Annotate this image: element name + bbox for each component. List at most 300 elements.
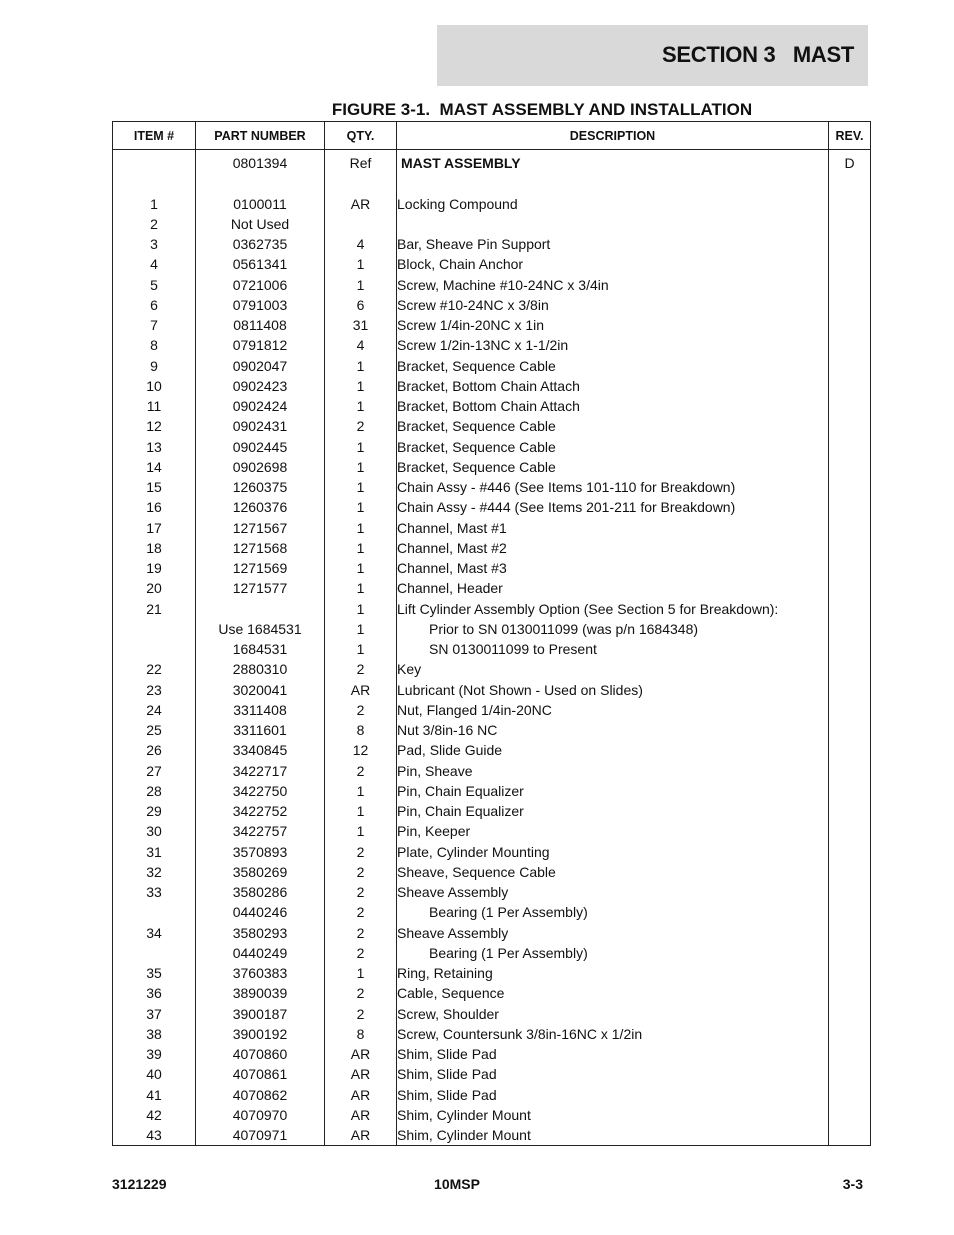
cell-qty: 1 [325,497,397,517]
cell-part-number: 3900187 [196,1004,325,1024]
cell-description: Screw 1/2in-13NC x 1-1/2in [397,335,829,355]
cell-rev [829,234,871,254]
table-row [113,194,871,214]
cell-rev [829,720,871,740]
cell-part-number: 0902423 [196,376,325,396]
cell-part-number: 3340845 [196,740,325,760]
cell-item: 30 [113,821,196,841]
cell-part-number: 3422752 [196,801,325,821]
cell-part-number: 0440249 [196,943,325,963]
cell-rev [829,1064,871,1084]
cell-description: Lubricant (Not Shown - Used on Slides) [397,680,829,700]
cell-part-number: 4070971 [196,1125,325,1146]
table-row [113,1044,871,1064]
cell-description: Sheave Assembly [397,923,829,943]
cell-qty: 1 [325,518,397,538]
cell-item [113,619,196,639]
cell-description: Shim, Slide Pad [397,1064,829,1084]
cell-qty: AR [325,1064,397,1084]
table-row [113,254,871,274]
table-row [113,619,871,639]
cell-part-number: 4070970 [196,1105,325,1125]
cell-part-number: 3020041 [196,680,325,700]
cell-part-number [196,173,325,193]
table-row [113,457,871,477]
cell-part-number: 3422757 [196,821,325,841]
cell-item: 38 [113,1024,196,1044]
section-title: SECTION 3 MAST [662,42,854,67]
cell-item: 32 [113,862,196,882]
table-row [113,416,871,436]
cell-part-number: 0902047 [196,356,325,376]
cell-rev [829,619,871,639]
cell-item [113,639,196,659]
footer-model-text: 10MSP [434,1176,480,1192]
cell-rev [829,842,871,862]
cell-part-number: 0791003 [196,295,325,315]
cell-rev [829,558,871,578]
cell-part-number: 3580269 [196,862,325,882]
cell-part-number: 1684531 [196,639,325,659]
cell-part-number: 1260376 [196,497,325,517]
table-row [113,882,871,902]
cell-item: 33 [113,882,196,902]
cell-rev [829,1105,871,1125]
cell-qty: 1 [325,356,397,376]
cell-rev [829,254,871,274]
cell-description: Prior to SN 0130011099 (was p/n 1684348) [397,619,829,639]
cell-qty: 2 [325,882,397,902]
cell-qty: 8 [325,1024,397,1044]
cell-item: 2 [113,214,196,234]
footer-model [0,1176,954,1192]
cell-qty: 1 [325,558,397,578]
cell-description: SN 0130011099 to Present [397,639,829,659]
cell-part-number: 3900192 [196,1024,325,1044]
cell-item: 29 [113,801,196,821]
cell-part-number: 1271568 [196,538,325,558]
column-header-part-number: PART NUMBER [196,122,325,150]
table-row [113,214,871,234]
cell-description: Pin, Chain Equalizer [397,781,829,801]
cell-item: 17 [113,518,196,538]
table-row [113,538,871,558]
cell-rev [829,1125,871,1146]
cell-rev [829,599,871,619]
cell-qty: 6 [325,295,397,315]
cell-part-number: 0801394 [196,150,325,174]
cell-rev [829,700,871,720]
cell-description [397,173,829,193]
cell-part-number: 3422750 [196,781,325,801]
cell-qty: 1 [325,781,397,801]
cell-qty: 2 [325,862,397,882]
table-row [113,983,871,1003]
cell-part-number: Use 1684531 [196,619,325,639]
cell-description: Shim, Slide Pad [397,1085,829,1105]
cell-qty: 2 [325,761,397,781]
table-row [113,356,871,376]
cell-description: Bracket, Sequence Cable [397,437,829,457]
cell-part-number: 3580293 [196,923,325,943]
cell-description: Bracket, Sequence Cable [397,457,829,477]
cell-qty: AR [325,1105,397,1125]
table-row [113,740,871,760]
cell-rev [829,396,871,416]
cell-qty: AR [325,680,397,700]
cell-description: Sheave, Sequence Cable [397,862,829,882]
table-row [113,1024,871,1044]
cell-item: 16 [113,497,196,517]
cell-description: Screw, Shoulder [397,1004,829,1024]
cell-part-number: 0362735 [196,234,325,254]
cell-description: Bracket, Bottom Chain Attach [397,396,829,416]
cell-description: Bearing (1 Per Assembly) [397,902,829,922]
footer-page-number: 3-3 [842,1176,863,1192]
cell-rev [829,173,871,193]
cell-item: 19 [113,558,196,578]
cell-qty: 31 [325,315,397,335]
cell-qty: 4 [325,335,397,355]
cell-part-number: 3580286 [196,882,325,902]
table-row [113,1125,871,1146]
cell-description: Bracket, Sequence Cable [397,416,829,436]
cell-qty: 1 [325,619,397,639]
cell-qty: 1 [325,639,397,659]
cell-description: Screw 1/4in-20NC x 1in [397,315,829,335]
cell-rev [829,497,871,517]
table-row [113,1085,871,1105]
cell-rev [829,437,871,457]
cell-rev [829,356,871,376]
table-row [113,963,871,983]
cell-qty: 12 [325,740,397,760]
cell-rev: D [829,150,871,174]
section-banner [437,25,868,86]
cell-part-number: 3890039 [196,983,325,1003]
cell-item: 7 [113,315,196,335]
cell-description: Pin, Chain Equalizer [397,801,829,821]
cell-qty: 8 [325,720,397,740]
cell-description: Screw, Countersunk 3/8in-16NC x 1/2in [397,1024,829,1044]
cell-rev [829,477,871,497]
cell-qty [325,214,397,234]
table-row [113,700,871,720]
cell-description: Shim, Slide Pad [397,1044,829,1064]
figure-title [0,100,954,120]
cell-item: 4 [113,254,196,274]
cell-part-number: 0721006 [196,275,325,295]
cell-item: 3 [113,234,196,254]
table-row [113,781,871,801]
column-header-item: ITEM # [113,122,196,150]
cell-item: 43 [113,1125,196,1146]
cell-part-number: Not Used [196,214,325,234]
cell-item: 27 [113,761,196,781]
cell-part-number: 0902445 [196,437,325,457]
cell-rev [829,862,871,882]
cell-rev [829,1085,871,1105]
cell-description: Shim, Cylinder Mount [397,1125,829,1146]
cell-part-number: 1260375 [196,477,325,497]
cell-item [113,150,196,174]
cell-part-number: 1271567 [196,518,325,538]
cell-item: 35 [113,963,196,983]
cell-rev [829,214,871,234]
cell-item: 22 [113,659,196,679]
cell-part-number: 3422717 [196,761,325,781]
cell-qty: 1 [325,963,397,983]
cell-qty: 1 [325,599,397,619]
cell-qty: 2 [325,842,397,862]
cell-description: Block, Chain Anchor [397,254,829,274]
cell-description: Chain Assy - #446 (See Items 101-110 for Breakdown) [397,477,829,497]
cell-description: Cable, Sequence [397,983,829,1003]
parts-table [112,121,871,1146]
cell-item: 10 [113,376,196,396]
cell-qty: 2 [325,902,397,922]
cell-item: 14 [113,457,196,477]
cell-qty: 1 [325,801,397,821]
cell-part-number: 0811408 [196,315,325,335]
cell-part-number: 0561341 [196,254,325,274]
cell-description: Lift Cylinder Assembly Option (See Section 5 for Breakdown): [397,599,829,619]
cell-qty: 4 [325,234,397,254]
table-row [113,659,871,679]
cell-part-number: 2880310 [196,659,325,679]
cell-rev [829,943,871,963]
cell-item: 5 [113,275,196,295]
cell-item: 42 [113,1105,196,1125]
cell-item: 39 [113,1044,196,1064]
cell-description: Bearing (1 Per Assembly) [397,943,829,963]
cell-qty: 1 [325,538,397,558]
column-header-description: DESCRIPTION [397,122,829,150]
table-row [113,275,871,295]
cell-qty: 2 [325,416,397,436]
cell-description: Channel, Header [397,578,829,598]
cell-qty [325,173,397,193]
table-row [113,821,871,841]
cell-item: 12 [113,416,196,436]
cell-description: Nut, Flanged 1/4in-20NC [397,700,829,720]
cell-description: Sheave Assembly [397,882,829,902]
cell-item: 21 [113,599,196,619]
table-row [113,720,871,740]
footer-document-number: 3121229 [112,1176,167,1192]
cell-rev [829,923,871,943]
figure-title-text: FIGURE 3-1. MAST ASSEMBLY AND INSTALLATION [331,100,753,119]
cell-item: 9 [113,356,196,376]
cell-description: Screw, Machine #10-24NC x 3/4in [397,275,829,295]
cell-qty: 1 [325,437,397,457]
table-row [113,639,871,659]
table-header-row [113,122,871,150]
cell-part-number: 3760383 [196,963,325,983]
table-row [113,234,871,254]
cell-part-number: 0902431 [196,416,325,436]
cell-part-number: 4070860 [196,1044,325,1064]
cell-qty: 1 [325,578,397,598]
cell-item: 26 [113,740,196,760]
table-row [113,518,871,538]
table-row [113,943,871,963]
table-row [113,173,871,193]
cell-part-number: 1271569 [196,558,325,578]
table-row [113,599,871,619]
cell-rev [829,457,871,477]
table-row [113,558,871,578]
cell-rev [829,1004,871,1024]
cell-qty: 2 [325,659,397,679]
cell-rev [829,781,871,801]
cell-item: 18 [113,538,196,558]
cell-qty: 1 [325,396,397,416]
table-row [113,842,871,862]
cell-part-number: 0902424 [196,396,325,416]
cell-qty: 1 [325,275,397,295]
cell-item [113,173,196,193]
cell-part-number: 4070861 [196,1064,325,1084]
cell-rev [829,983,871,1003]
cell-item: 6 [113,295,196,315]
cell-qty: 1 [325,457,397,477]
cell-part-number: 3311408 [196,700,325,720]
cell-description: Key [397,659,829,679]
cell-item: 24 [113,700,196,720]
cell-item: 13 [113,437,196,457]
cell-item: 23 [113,680,196,700]
cell-item: 8 [113,335,196,355]
cell-qty: 2 [325,700,397,720]
cell-description: Channel, Mast #1 [397,518,829,538]
cell-part-number [196,599,325,619]
table-row [113,376,871,396]
cell-rev [829,275,871,295]
cell-rev [829,1024,871,1044]
table-row [113,497,871,517]
cell-description: Ring, Retaining [397,963,829,983]
cell-qty: Ref [325,150,397,174]
cell-description: Chain Assy - #444 (See Items 201-211 for Breakdown) [397,497,829,517]
cell-description: Bracket, Bottom Chain Attach [397,376,829,396]
cell-qty: 1 [325,376,397,396]
cell-item [113,943,196,963]
cell-item: 36 [113,983,196,1003]
column-header-qty: QTY. [325,122,397,150]
table-row [113,862,871,882]
cell-item: 34 [113,923,196,943]
cell-rev [829,761,871,781]
cell-description: Locking Compound [397,194,829,214]
cell-description: Bar, Sheave Pin Support [397,234,829,254]
cell-qty: 1 [325,254,397,274]
cell-description: Nut 3/8in-16 NC [397,720,829,740]
cell-qty: 2 [325,983,397,1003]
table-row [113,761,871,781]
cell-description: Shim, Cylinder Mount [397,1105,829,1125]
cell-qty: 2 [325,943,397,963]
cell-description: Pin, Keeper [397,821,829,841]
cell-part-number: 0440246 [196,902,325,922]
cell-item: 37 [113,1004,196,1024]
cell-qty: AR [325,194,397,214]
cell-rev [829,1044,871,1064]
cell-item: 41 [113,1085,196,1105]
cell-rev [829,639,871,659]
cell-rev [829,578,871,598]
cell-description: Pin, Sheave [397,761,829,781]
cell-rev [829,416,871,436]
cell-rev [829,801,871,821]
cell-description: Pad, Slide Guide [397,740,829,760]
cell-item: 15 [113,477,196,497]
cell-rev [829,335,871,355]
cell-qty: 2 [325,923,397,943]
cell-description: Channel, Mast #2 [397,538,829,558]
cell-item: 31 [113,842,196,862]
table-row [113,150,871,174]
cell-description: MAST ASSEMBLY [397,150,829,174]
cell-rev [829,376,871,396]
table-row [113,1064,871,1084]
cell-item: 11 [113,396,196,416]
cell-item: 25 [113,720,196,740]
table-row [113,902,871,922]
cell-part-number: 0902698 [196,457,325,477]
cell-part-number: 1271577 [196,578,325,598]
table-row [113,437,871,457]
cell-qty: 2 [325,1004,397,1024]
cell-item: 1 [113,194,196,214]
cell-description: Screw #10-24NC x 3/8in [397,295,829,315]
cell-rev [829,518,871,538]
cell-qty: AR [325,1085,397,1105]
cell-description: Channel, Mast #3 [397,558,829,578]
cell-description [397,214,829,234]
cell-rev [829,882,871,902]
table-row [113,923,871,943]
cell-item: 20 [113,578,196,598]
cell-description: Bracket, Sequence Cable [397,356,829,376]
cell-part-number: 0791812 [196,335,325,355]
cell-part-number: 3570893 [196,842,325,862]
table-row [113,335,871,355]
cell-item: 40 [113,1064,196,1084]
table-row [113,295,871,315]
cell-part-number: 4070862 [196,1085,325,1105]
cell-rev [829,659,871,679]
parts-table-body [113,150,871,1146]
table-row [113,680,871,700]
cell-item: 28 [113,781,196,801]
cell-rev [829,821,871,841]
cell-qty: AR [325,1044,397,1064]
cell-part-number: 0100011 [196,194,325,214]
cell-rev [829,315,871,335]
table-row [113,477,871,497]
table-row [113,578,871,598]
cell-qty: 1 [325,821,397,841]
cell-rev [829,740,871,760]
cell-rev [829,963,871,983]
table-row [113,1004,871,1024]
table-row [113,1105,871,1125]
table-row [113,396,871,416]
table-row [113,315,871,335]
cell-rev [829,295,871,315]
cell-part-number: 3311601 [196,720,325,740]
